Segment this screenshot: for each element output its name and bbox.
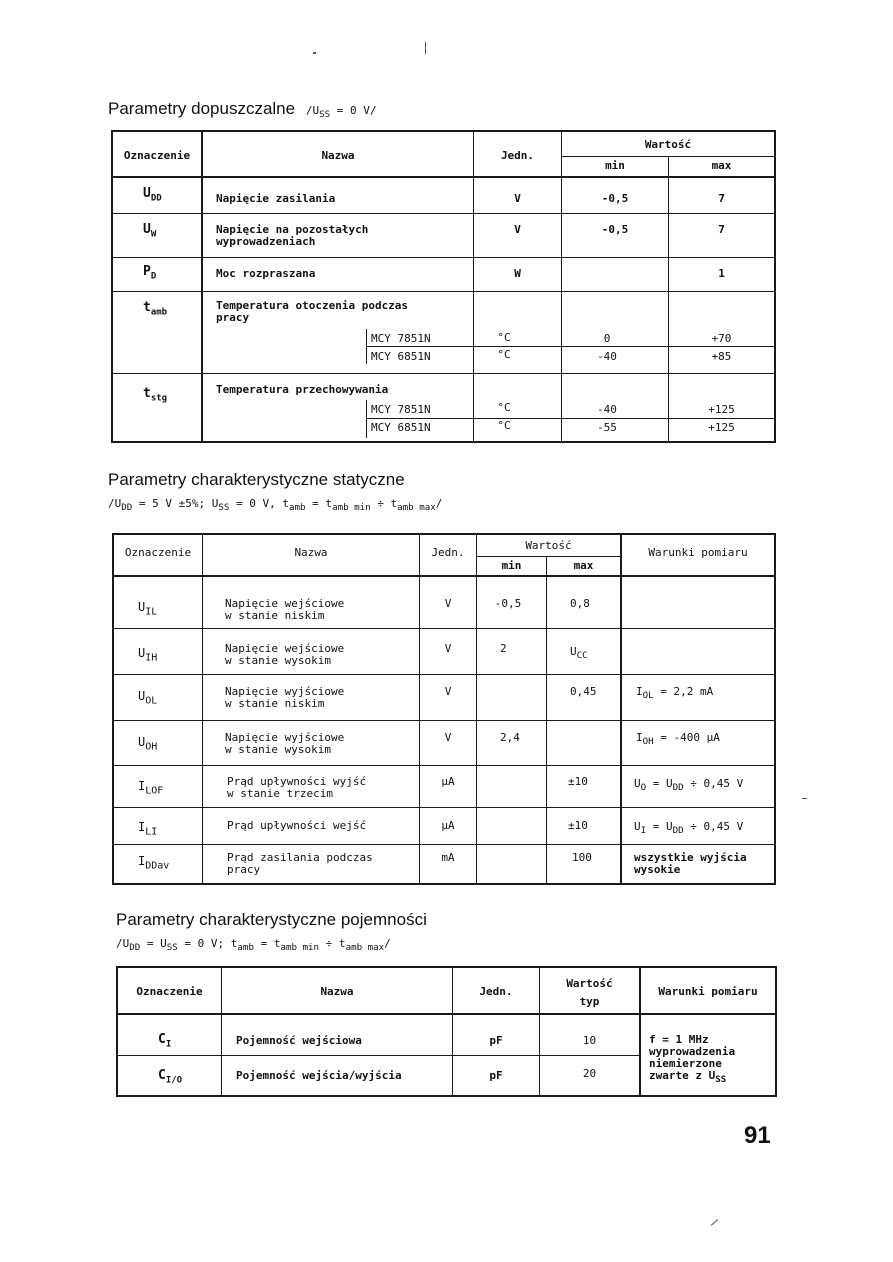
- variant-unit: °C: [497, 401, 511, 414]
- variant-unit: °C: [497, 331, 511, 344]
- param-name: Moc rozpraszana: [216, 267, 316, 280]
- param-name: Napięcie wejściowe: [225, 597, 345, 610]
- param-typ: 20: [582, 1067, 597, 1080]
- s3-c5s: amb max: [345, 942, 385, 954]
- section3-title: Parametry charakterystyczne pojemności: [116, 910, 427, 929]
- s2-c3: = 0 V, t: [229, 497, 290, 510]
- section1-title-text: Parametry dopuszczalne: [108, 99, 296, 118]
- param-unit: pF: [489, 1034, 503, 1047]
- col-header-jedn: Jedn.: [500, 149, 535, 162]
- param-cond: [634, 821, 743, 837]
- scan-speck: [802, 798, 807, 799]
- param-unit: V: [514, 223, 521, 236]
- cond-mid: = U: [646, 820, 673, 833]
- param-name-cont: w stanie trzecim: [227, 787, 333, 800]
- sym-sub: OH: [145, 741, 158, 753]
- cond-a: I: [636, 731, 643, 744]
- s2-c6: /: [435, 497, 443, 510]
- sym-sub: I: [165, 1039, 172, 1050]
- s3-c6: /: [384, 937, 391, 950]
- table-row: [158, 1034, 171, 1051]
- param-cond: [636, 732, 720, 748]
- s3-c4s: amb min: [280, 942, 320, 954]
- param-unit: V: [514, 192, 521, 205]
- col-header-nazwa: Nazwa: [320, 985, 354, 998]
- s2-c5: ÷ t: [370, 497, 398, 510]
- cond-sub: OH: [642, 736, 654, 748]
- s1-cond-sub: SS: [319, 109, 331, 121]
- param-name: Pojemność wejścia/wyjścia: [236, 1069, 402, 1082]
- sym-sub: LOF: [145, 785, 164, 797]
- table-row: [143, 266, 156, 283]
- variant-min: -40: [597, 403, 617, 416]
- table-row: [138, 855, 169, 872]
- sym: U: [138, 646, 146, 660]
- param-unit: V: [444, 597, 452, 610]
- sym: U: [143, 186, 151, 201]
- param-name: Napięcie wejściowe: [225, 642, 345, 655]
- cond-line-3: niemierzone: [649, 1057, 722, 1070]
- table-row: [138, 690, 157, 707]
- section3-condition: [116, 937, 391, 953]
- param-min: 2,4: [500, 731, 520, 744]
- sym: U: [138, 689, 146, 703]
- col-header-wartosc: Wartość: [566, 977, 613, 990]
- param-unit: µA: [441, 775, 455, 788]
- table-row: [158, 1070, 182, 1087]
- table-row: [143, 302, 167, 319]
- param-unit: V: [444, 731, 452, 744]
- sym-sub: W: [150, 229, 157, 240]
- scan-speck: [313, 52, 316, 54]
- cond-line-4-sub: SS: [715, 1074, 727, 1086]
- variant-max: +85: [711, 350, 732, 363]
- sym: C: [158, 1068, 166, 1083]
- s3-c4: = t: [253, 937, 281, 950]
- table-row: [138, 780, 163, 797]
- variant-type: MCY 6851N: [371, 350, 431, 363]
- param-unit: mA: [441, 851, 455, 864]
- cond-tail: = 2,2 mA: [653, 685, 714, 698]
- cond-line-4: [649, 1070, 726, 1086]
- sym-sub: DDav: [145, 860, 170, 872]
- param-cond-cont: wysokie: [634, 863, 681, 876]
- cond-tail: = -400 µA: [653, 731, 720, 744]
- table-row: [143, 388, 167, 405]
- s3-c1: /U: [116, 937, 130, 950]
- s1-cond-a: /U: [305, 104, 320, 117]
- cond-sub: I: [640, 825, 647, 837]
- s2-c4s: amb min: [332, 502, 371, 514]
- cond-line-1: f = 1 MHz: [649, 1033, 709, 1046]
- cond-a: U: [634, 820, 641, 833]
- variant-type: MCY 6851N: [371, 421, 431, 434]
- cond-mid: = U: [646, 777, 673, 790]
- sym: U: [138, 600, 146, 614]
- s2-c5s: amb max: [397, 502, 436, 514]
- col-header-jedn: Jedn.: [479, 985, 513, 998]
- param-unit: W: [514, 267, 521, 280]
- table-row: [138, 736, 157, 753]
- table-row: [138, 647, 157, 664]
- cond-sub: O: [640, 782, 647, 794]
- col-header-oznaczenie: Oznaczenie: [123, 149, 191, 162]
- cond-line-4-text: zwarte z U: [649, 1069, 716, 1082]
- param-name: Napięcie wyjściowe: [225, 731, 345, 744]
- sym: P: [143, 264, 151, 279]
- param-name: Pojemność wejściowa: [236, 1034, 362, 1047]
- variant-type: MCY 7851N: [371, 403, 431, 416]
- param-name: Prąd zasilania podczas: [227, 851, 373, 864]
- col-header-warunki: Warunki pomiaru: [658, 985, 758, 998]
- table-row: [143, 188, 162, 205]
- param-name: Temperatura otoczenia podczas: [216, 299, 409, 312]
- sym-sub: DD: [150, 193, 162, 204]
- table-row: [138, 821, 157, 838]
- cond-a: I: [636, 685, 643, 698]
- variant-unit: °C: [497, 419, 511, 432]
- sym: U: [143, 222, 151, 237]
- param-min: -0,5: [601, 223, 629, 236]
- sym: t: [143, 386, 151, 401]
- param-name: Temperatura przechowywania: [216, 383, 389, 396]
- param-min: -0,5: [601, 192, 629, 205]
- sym-sub: stg: [150, 393, 168, 404]
- param-name-cont: w stanie niskim: [225, 697, 325, 710]
- cond-line-2: wyprowadzenia: [649, 1045, 736, 1058]
- variant-min: 0: [603, 332, 611, 345]
- param-min: 2: [500, 642, 507, 655]
- col-header-warunki: Warunki pomiaru: [648, 546, 748, 559]
- cond-tail: ÷ 0,45 V: [683, 777, 744, 790]
- param-max: 7: [718, 223, 725, 236]
- variant-max: +125: [708, 421, 735, 434]
- s2-c2s: SS: [218, 502, 230, 514]
- param-name: Napięcie na pozostałych: [216, 223, 369, 236]
- s1-cond-tail: = 0 V/: [330, 104, 377, 117]
- s2-c1s: DD: [121, 502, 133, 514]
- page-number: 91: [744, 1122, 771, 1149]
- param-max: 0,45: [570, 685, 597, 698]
- cond-sub2: DD: [672, 825, 684, 837]
- param-max: 0,8: [570, 597, 590, 610]
- col-header-wartosc: Wartość: [525, 539, 572, 552]
- param-name: Prąd upływności wejść: [227, 819, 367, 832]
- param-max: 1: [718, 267, 725, 280]
- col-header-jedn: Jedn.: [431, 546, 465, 559]
- sym-sub: IH: [145, 652, 158, 664]
- param-unit: pF: [489, 1069, 503, 1082]
- variant-unit: °C: [497, 348, 511, 361]
- param-name-cont: pracy: [216, 311, 250, 324]
- table-row: [138, 601, 157, 618]
- cond-a: U: [634, 777, 641, 790]
- param-name-cont: w stanie niskim: [225, 609, 325, 622]
- sym: I: [138, 820, 146, 834]
- section2-title: Parametry charakterystyczne statyczne: [108, 470, 405, 489]
- param-min: -0,5: [494, 597, 522, 610]
- col-header-min: min: [501, 559, 522, 572]
- s3-c2: = U: [140, 937, 167, 950]
- param-name-cont: pracy: [227, 863, 261, 876]
- sym: U: [138, 735, 146, 749]
- scan-speck: [711, 1219, 719, 1226]
- col-header-max: max: [573, 559, 594, 572]
- s3-c1s: DD: [129, 942, 141, 954]
- section2-condition: [108, 497, 442, 513]
- cond-sub2: DD: [672, 782, 684, 794]
- param-name: Napięcie zasilania: [216, 192, 336, 205]
- param-unit: V: [444, 642, 452, 655]
- param-name-cont: w stanie wysokim: [225, 743, 331, 756]
- sym-sub: IL: [145, 606, 158, 618]
- col-header-max: max: [711, 159, 732, 172]
- param-cond: [636, 686, 713, 702]
- param-name: Napięcie wyjściowe: [225, 685, 345, 698]
- cond-sub: OL: [642, 690, 654, 702]
- sym-sub: LI: [145, 826, 158, 838]
- s2-c2: = 5 V ±5%; U: [132, 497, 219, 510]
- col-header-nazwa: Nazwa: [294, 546, 328, 559]
- param-unit: V: [444, 685, 452, 698]
- col-header-typ: typ: [579, 995, 600, 1008]
- param-name: Prąd upływności wyjść: [227, 775, 367, 788]
- s2-c4: = t: [305, 497, 333, 510]
- sym-sub: OL: [145, 695, 158, 707]
- table-row: [143, 224, 156, 241]
- param-typ: 10: [582, 1034, 597, 1047]
- s2-c3s: amb: [289, 502, 306, 514]
- max-sub: CC: [576, 650, 588, 662]
- param-cond: [634, 778, 743, 794]
- col-header-oznaczenie: Oznaczenie: [124, 546, 192, 559]
- param-max: ±10: [568, 819, 588, 832]
- variant-max: +70: [711, 332, 732, 345]
- col-header-nazwa: Nazwa: [321, 149, 355, 162]
- variant-max: +125: [708, 403, 735, 416]
- cond-tail: ÷ 0,45 V: [683, 820, 744, 833]
- section1-condition: [305, 104, 377, 121]
- param-max: [570, 646, 588, 662]
- param-max: ±10: [568, 775, 588, 788]
- sym-sub: amb: [150, 307, 168, 318]
- scan-speck: [425, 42, 426, 54]
- param-name-cont: wyprowadzeniach: [216, 235, 316, 248]
- param-max: 7: [718, 192, 725, 205]
- col-header-wartosc: Wartość: [644, 138, 692, 151]
- param-name-cont: w stanie wysokim: [225, 654, 331, 667]
- s3-c3: = 0 V; t: [177, 937, 238, 950]
- max-val: U: [570, 645, 577, 658]
- sym: I: [138, 779, 146, 793]
- sym: t: [143, 300, 151, 315]
- sym-sub: D: [150, 271, 157, 282]
- param-max: 100: [572, 851, 592, 864]
- s2-c1: /U: [108, 497, 122, 510]
- sym: I: [138, 854, 146, 868]
- col-header-oznaczenie: Oznaczenie: [136, 985, 203, 998]
- sym-sub: I/O: [165, 1075, 183, 1086]
- param-unit: µA: [441, 819, 455, 832]
- s3-c2s: SS: [166, 942, 178, 954]
- s3-c5: ÷ t: [319, 937, 346, 950]
- col-header-min: min: [605, 159, 625, 172]
- variant-type: MCY 7851N: [371, 332, 431, 345]
- sym: C: [158, 1032, 166, 1047]
- param-cond: wszystkie wyjścia: [634, 851, 747, 864]
- s3-c3s: amb: [237, 942, 254, 954]
- variant-min: -55: [597, 421, 617, 434]
- section1-title: [108, 99, 376, 120]
- variant-min: -40: [597, 350, 617, 363]
